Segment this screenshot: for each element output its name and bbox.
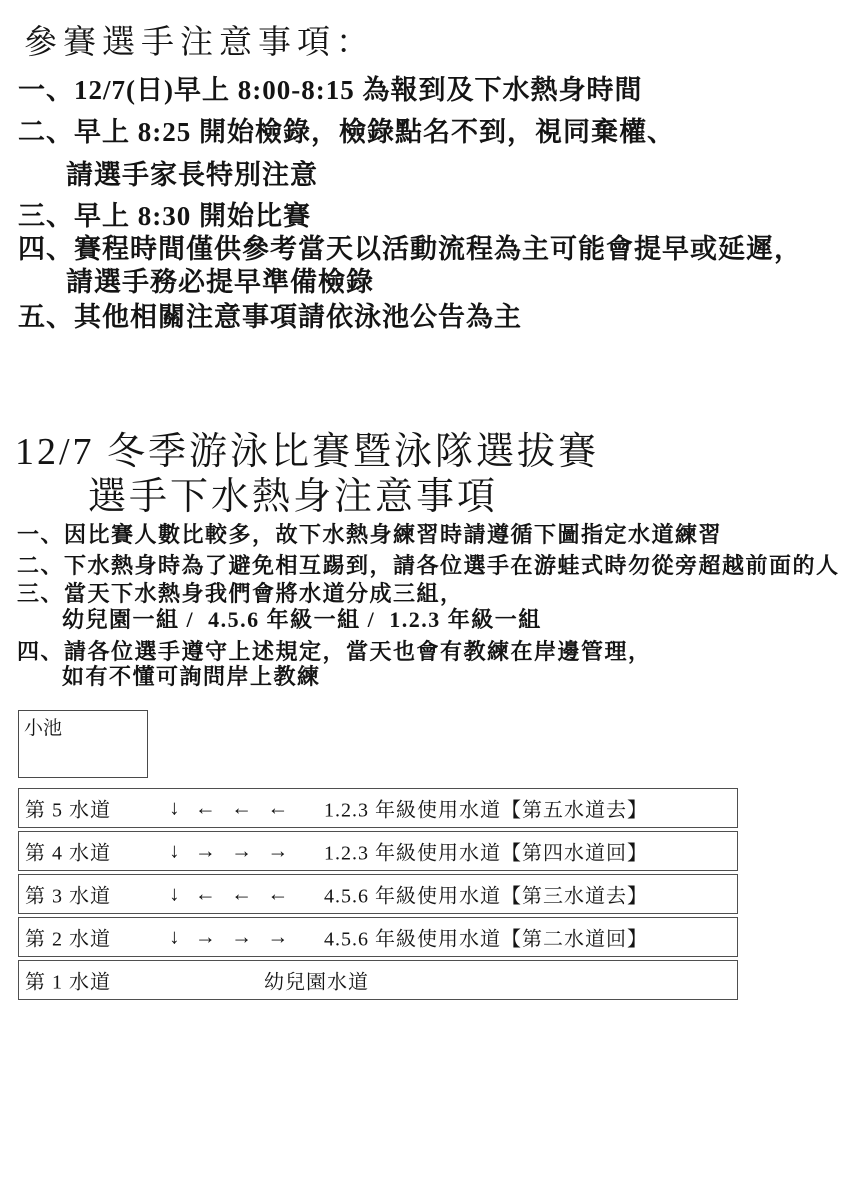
lane-direction-arrows: ↓ ← ← ← xyxy=(169,795,289,820)
lane-name: 第 1 水道 xyxy=(25,971,111,994)
warmup-item-4-continuation: 如有不懂可詢問岸上教練 xyxy=(62,664,321,689)
small-pool-label: 小池 xyxy=(24,718,63,739)
warmup-item-2: 二、下水熱身時為了避免相互踢到，請各位選手在游蛙式時勿從旁超越前面的人 xyxy=(17,553,840,578)
lane-usage: 4.5.6 年級使用水道【第三水道去】 xyxy=(324,885,648,908)
notice-item-4: 四、賽程時間僅供參考當天以活動流程為主可能會提早或延遲， xyxy=(18,234,802,264)
lane-row-4 xyxy=(18,831,738,871)
lane-name: 第 3 水道 xyxy=(25,885,111,908)
lane-usage: 1.2.3 年級使用水道【第四水道回】 xyxy=(324,842,648,865)
lane-row-2 xyxy=(18,917,738,957)
lane-name: 第 5 水道 xyxy=(25,799,111,822)
notice-item-4-continuation: 請選手務必提早準備檢錄 xyxy=(66,267,374,297)
warmup-item-1: 一、因比賽人數比較多，故下水熱身練習時請遵循下圖指定水道練習 xyxy=(17,522,723,547)
lane-usage: 幼兒園水道 xyxy=(264,971,369,994)
lane-direction-arrows: ↓ → → → xyxy=(169,838,289,863)
warmup-section-title-line1: 12/7 冬季游泳比賽暨泳隊選拔賽 xyxy=(15,431,600,473)
lane-usage: 1.2.3 年級使用水道【第五水道去】 xyxy=(324,799,648,822)
lane-row-1 xyxy=(18,960,738,1000)
small-pool-box xyxy=(18,710,148,778)
lane-usage: 4.5.6 年級使用水道【第二水道回】 xyxy=(324,928,648,951)
lane-assignment-table xyxy=(18,788,738,1003)
notice-item-2-continuation: 請選手家長特別注意 xyxy=(66,160,318,190)
lane-direction-arrows: ↓ ← ← ← xyxy=(169,881,289,906)
lane-row-3 xyxy=(18,874,738,914)
warmup-item-3: 三、當天下水熱身我們會將水道分成三組， xyxy=(17,581,464,606)
warmup-item-4: 四、請各位選手遵守上述規定，當天也會有教練在岸邊管理， xyxy=(17,639,652,664)
top-section-title: 參賽選手注意事項： xyxy=(24,25,375,61)
lane-row-5 xyxy=(18,788,738,828)
warmup-section-title-line2: 選手下水熱身注意事項 xyxy=(88,476,499,518)
notice-item-2: 二、早上 8:25 開始檢錄，檢錄點名不到，視同棄權、 xyxy=(18,117,675,147)
lane-name: 第 2 水道 xyxy=(25,928,111,951)
notice-item-1: 一、12/7(日)早上 8:00-8:15 為報到及下水熱身時間 xyxy=(18,75,643,105)
lane-name: 第 4 水道 xyxy=(25,842,111,865)
warmup-item-3-groups: 幼兒園一組 / 4.5.6 年級一組 / 1.2.3 年級一組 xyxy=(62,607,542,632)
notice-item-5: 五、其他相關注意事項請依泳池公告為主 xyxy=(18,302,522,332)
lane-direction-arrows: ↓ → → → xyxy=(169,924,289,949)
notice-item-3: 三、早上 8:30 開始比賽 xyxy=(18,201,311,231)
